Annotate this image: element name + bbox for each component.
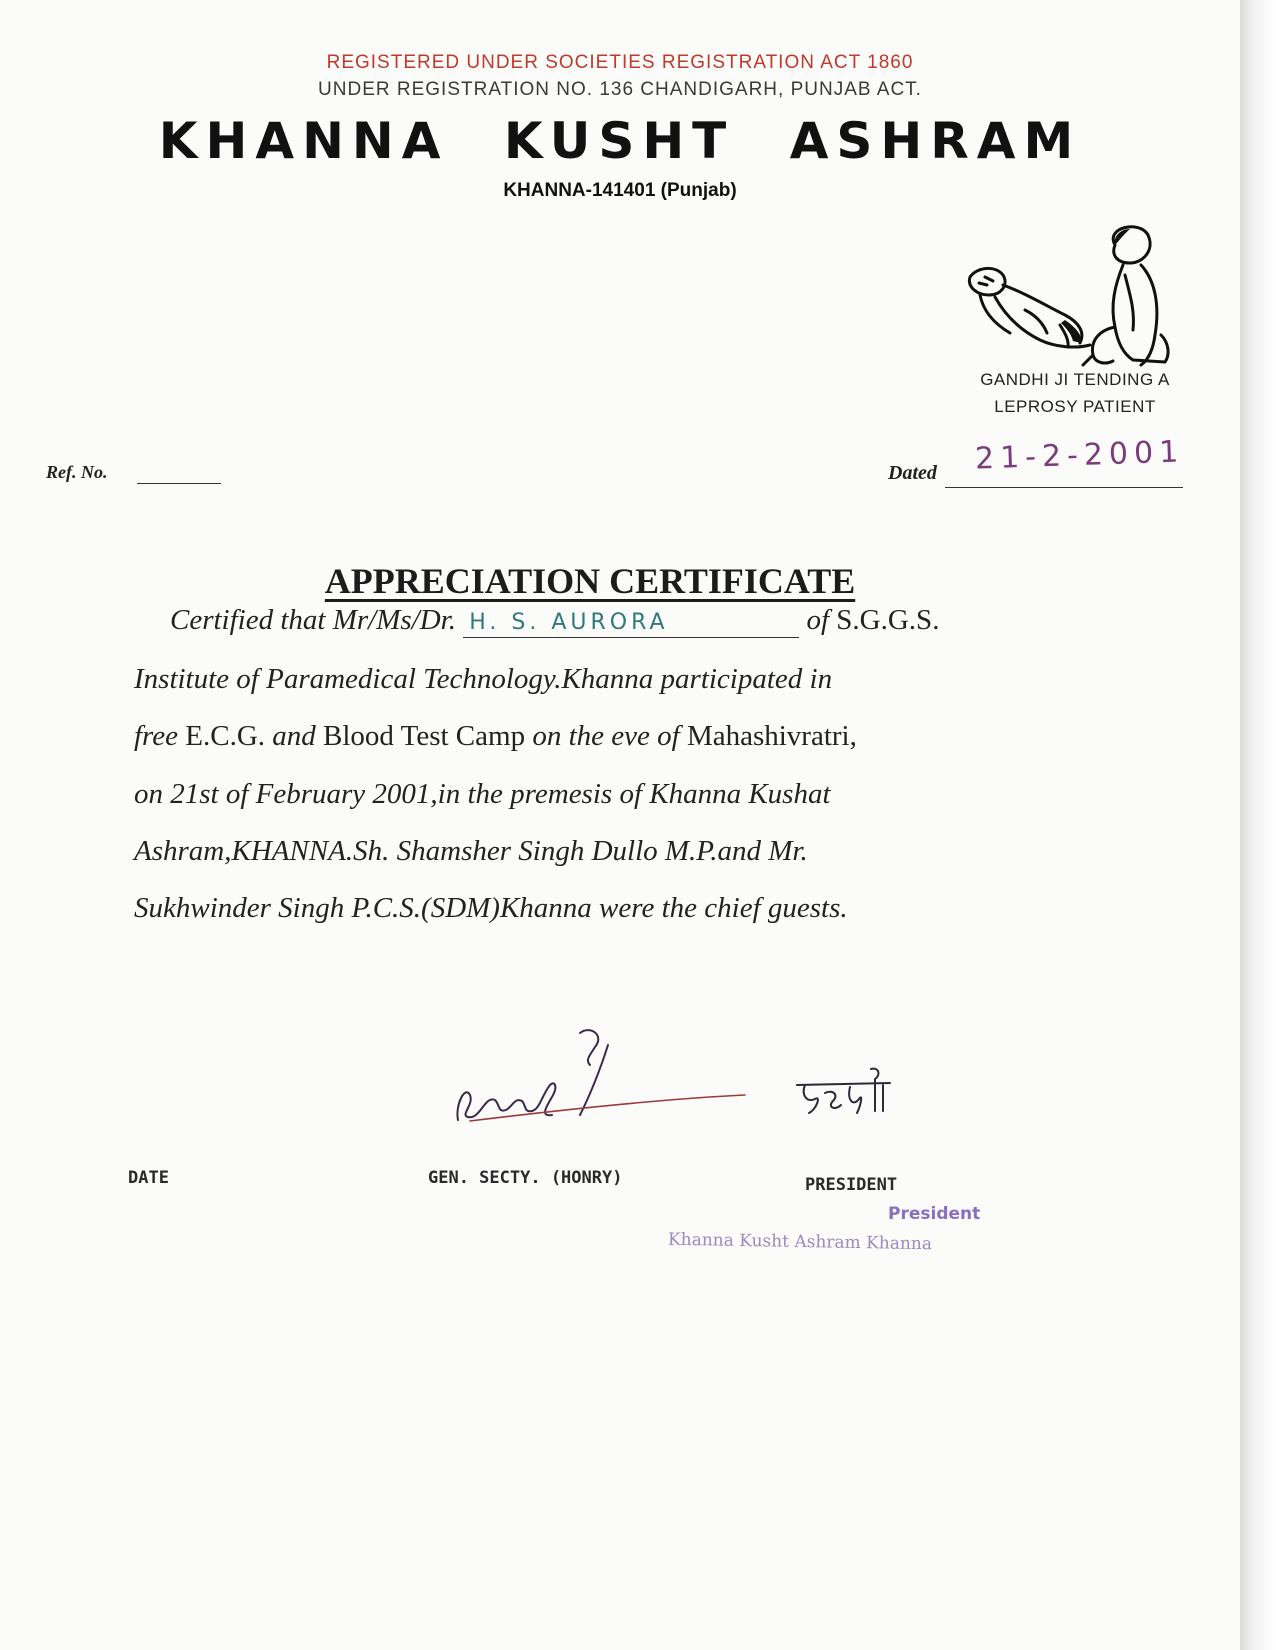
certificate-line-5: Ashram,KHANNA.Sh. Shamsher Singh Dullo M.P.and Mr. xyxy=(134,835,808,867)
ref-no-label: Ref. No. xyxy=(46,462,108,482)
date-label: DATE xyxy=(128,1168,169,1188)
organisation-address: KHANNA-141401 (Punjab) xyxy=(503,180,737,201)
certificate-line-3: free E.C.G. and Blood Test Camp on the eve of Mahashivratri, xyxy=(134,720,857,752)
gen-secty-label: GEN. SECTY. (HONRY) xyxy=(428,1168,623,1188)
gandhi-tending-patient-illustration xyxy=(965,215,1200,380)
certificate-title: APPRECIATION CERTIFICATE xyxy=(324,561,856,601)
president-stamp-title: President xyxy=(888,1204,981,1224)
registration-line-1: REGISTERED UNDER SOCIETIES REGISTRATION ACT 1860 xyxy=(326,52,914,73)
certificate-line-1: Certified that Mr/Ms/Dr. H. S. AURORA of S.G.G.S. xyxy=(170,604,940,636)
certificate-line-6: Sukhwinder Singh P.C.S.(SDM)Khanna were the chief guests. xyxy=(134,892,848,924)
certificate-line-2: Institute of Paramedical Technology.Khanna participated in xyxy=(134,663,833,695)
paper-edge xyxy=(1240,0,1276,1650)
emblem-caption-2: LEPROSY PATIENT xyxy=(994,397,1156,416)
recipient-name: H. S. AURORA xyxy=(469,610,669,635)
president-stamp-org: Khanna Kusht Ashram Khanna xyxy=(667,1229,933,1255)
president-signature xyxy=(795,1065,895,1125)
organisation-name: KHANNA KUSHT ASHRAM xyxy=(158,112,1082,170)
emblem-caption-1: GANDHI JI TENDING A xyxy=(980,370,1170,389)
registration-line-2: UNDER REGISTRATION NO. 136 CHANDIGARH, PUNJAB ACT. xyxy=(318,79,922,100)
dated-value: 21-2-2001 xyxy=(974,434,1185,477)
dated-label: Dated xyxy=(888,462,937,484)
certificate-line-4: on 21st of February 2001,in the premesis of Khanna Kushat xyxy=(134,778,831,810)
dated-line xyxy=(945,487,1183,488)
gen-secty-signature xyxy=(440,1025,760,1135)
recipient-name-field xyxy=(463,606,799,638)
president-label: PRESIDENT xyxy=(805,1175,898,1195)
ref-no-line xyxy=(137,483,221,484)
